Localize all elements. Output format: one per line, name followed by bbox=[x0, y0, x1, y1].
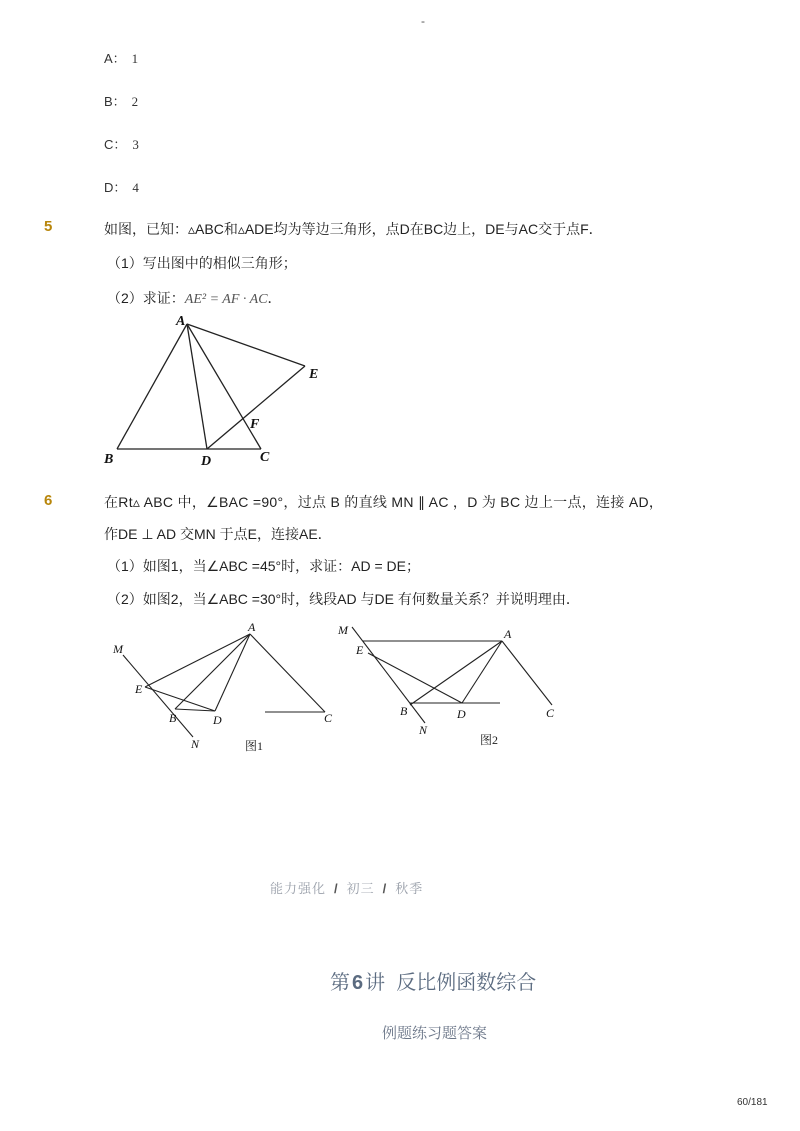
footer-tag-2: 初三 bbox=[346, 881, 375, 896]
label-d: D bbox=[457, 707, 466, 721]
label-f: F bbox=[250, 417, 260, 432]
option-value: 2 bbox=[131, 94, 139, 109]
page-number: 60/181 bbox=[737, 1097, 768, 1108]
option-b bbox=[104, 91, 138, 110]
option-value: 3 bbox=[132, 137, 139, 152]
edge-ad bbox=[462, 641, 502, 703]
label-d: D bbox=[201, 454, 212, 469]
edge-de bbox=[207, 366, 305, 449]
chapter-prefix: 第 bbox=[330, 972, 350, 994]
label-n: N bbox=[191, 737, 200, 751]
label-b: B bbox=[400, 704, 408, 718]
option-letter: D： bbox=[104, 180, 127, 195]
edge-ad bbox=[187, 324, 207, 449]
edge-ab bbox=[410, 641, 502, 705]
edge-ac bbox=[250, 634, 325, 712]
option-letter: B： bbox=[104, 94, 126, 109]
option-letter: A： bbox=[104, 51, 126, 66]
part2-prefix: （2）求证： bbox=[107, 290, 185, 306]
label-e: E bbox=[356, 643, 364, 657]
chapter-subtitle: 例题练习题答案 bbox=[382, 1025, 488, 1042]
footer-separator: / bbox=[382, 881, 388, 896]
label-m: M bbox=[338, 623, 348, 637]
chapter-title bbox=[330, 966, 536, 995]
label-c: C bbox=[324, 711, 333, 725]
edge-ad bbox=[215, 634, 250, 711]
label-c: C bbox=[260, 450, 270, 465]
edge-ab bbox=[117, 324, 187, 449]
label-a: A bbox=[248, 620, 256, 634]
edge-ab bbox=[175, 634, 250, 709]
footer-tag-1: 能力强化 bbox=[270, 881, 327, 896]
chapter-number: 6 bbox=[352, 972, 364, 994]
option-a bbox=[104, 48, 138, 67]
question-5-figure bbox=[95, 308, 345, 473]
option-value: 4 bbox=[132, 180, 139, 195]
question-5-part1: （1）写出图中的相似三角形； bbox=[107, 255, 297, 271]
chapter-suffix: 讲 反比例函数综合 bbox=[365, 972, 537, 994]
question-6-part2: （2）如图2，当∠ABC =30°时，线段AD 与DE 有何数量关系？并说明理由． bbox=[107, 591, 580, 607]
label-b: B bbox=[104, 452, 114, 467]
footer-tag-line bbox=[270, 878, 423, 897]
edge-ae bbox=[187, 324, 305, 366]
footer-separator: / bbox=[334, 881, 339, 896]
question-5-stem: 如图，已知：▵ABC和▵ADE均为等边三角形，点D在BC边上，DE与AC交于点F． bbox=[104, 221, 603, 237]
question-6-number: 6 bbox=[44, 492, 53, 509]
figure-1-caption: 图1 bbox=[245, 739, 264, 753]
question-6-figure-2 bbox=[330, 615, 570, 760]
line-mn bbox=[123, 655, 193, 737]
label-c: C bbox=[546, 706, 555, 720]
option-value: 1 bbox=[131, 51, 139, 66]
figure-2-caption: 图2 bbox=[480, 733, 499, 747]
label-a: A bbox=[504, 627, 512, 641]
edge-de bbox=[145, 687, 215, 711]
option-d bbox=[104, 177, 139, 196]
question-6-part1: （1）如图1，当∠ABC =45°时，求证：AD = DE； bbox=[107, 558, 420, 574]
label-e: E bbox=[309, 367, 319, 382]
label-d: D bbox=[213, 713, 222, 727]
question-5-number: 5 bbox=[44, 218, 53, 235]
label-a: A bbox=[176, 314, 186, 329]
question-6-stem-line1: 在Rt▵ ABC 中，∠BAC =90°，过点 B 的直线 MN ∥ AC ，D 为 BC 边上一点，连接 AD， bbox=[104, 494, 664, 510]
top-mark: - bbox=[421, 14, 425, 28]
label-m: M bbox=[113, 642, 123, 656]
option-c bbox=[104, 134, 139, 153]
option-letter: C： bbox=[104, 137, 127, 152]
edge-ac bbox=[502, 641, 552, 705]
footer-tag-3: 秋季 bbox=[395, 881, 424, 896]
question-6-figure-1 bbox=[105, 615, 345, 760]
label-e: E bbox=[135, 682, 143, 696]
part2-suffix: ． bbox=[267, 290, 282, 306]
part2-formula: AE² = AF · AC bbox=[184, 292, 268, 307]
label-b: B bbox=[169, 711, 177, 725]
edge-ae bbox=[145, 634, 250, 687]
question-5-part2 bbox=[107, 288, 282, 308]
question-6-stem-line2: 作DE ⊥ AD 交MN 于点E，连接AE． bbox=[104, 526, 332, 542]
label-n: N bbox=[419, 723, 428, 737]
